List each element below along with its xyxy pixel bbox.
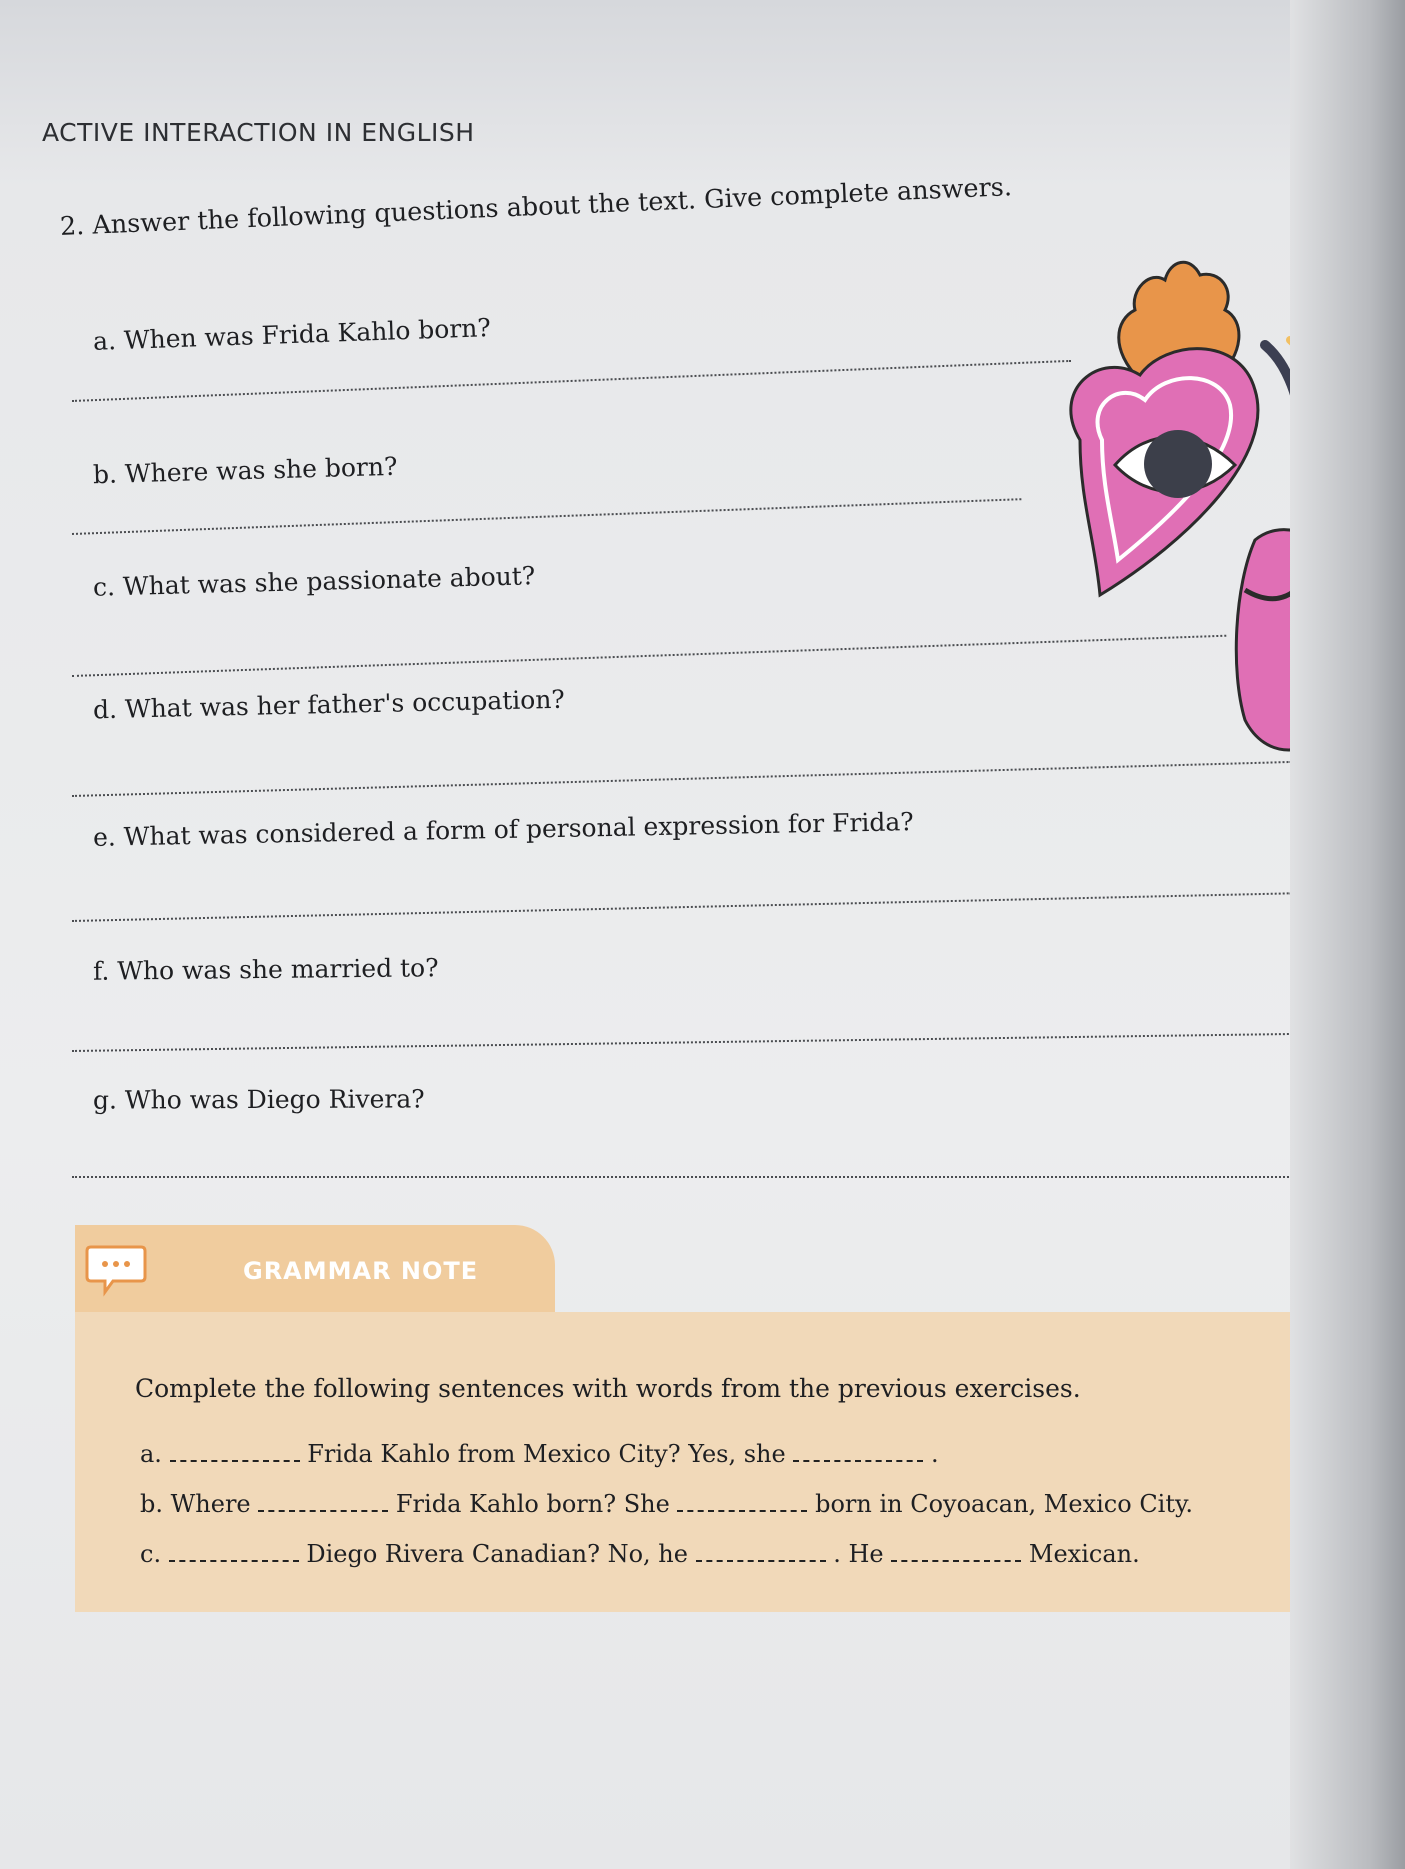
- answer-line-f[interactable]: [72, 1033, 1292, 1052]
- eye-pupil: [1144, 430, 1212, 498]
- question-b: b. Where was she born?: [92, 451, 398, 490]
- grammar-note-title: GRAMMAR NOTE: [243, 1257, 479, 1285]
- answer-line-a[interactable]: [72, 360, 1071, 402]
- blank-b2[interactable]: [677, 1510, 807, 1512]
- blank-a2[interactable]: [793, 1460, 923, 1462]
- sentence-b-part1: Frida Kahlo born? She: [395, 1490, 670, 1518]
- grammar-note-tab: [75, 1225, 555, 1313]
- sentence-c-part3: Mexican.: [1028, 1540, 1140, 1568]
- question-g: g. Who was Diego Rivera?: [92, 1084, 425, 1115]
- grammar-note-body: [75, 1312, 1315, 1612]
- exercise-instruction: 2. Answer the following questions about the text. Give complete answers.: [59, 172, 1013, 242]
- question-f: f. Who was she married to?: [92, 953, 439, 986]
- question-c: c. What was she passionate about?: [92, 561, 536, 602]
- sentence-b-part2: born in Coyoacan, Mexico City.: [815, 1490, 1193, 1518]
- question-d: d. What was her father's occupation?: [92, 684, 566, 725]
- answer-line-g[interactable]: [72, 1176, 1292, 1178]
- question-a: a. When was Frida Kahlo born?: [92, 313, 492, 356]
- blank-a1[interactable]: [170, 1460, 300, 1462]
- answer-line-b[interactable]: [72, 498, 1021, 535]
- sentence-a-label: a.: [140, 1440, 162, 1468]
- blank-b1[interactable]: [258, 1510, 388, 1512]
- sentence-c-label: c.: [140, 1540, 162, 1568]
- sentence-c: [140, 1540, 1140, 1568]
- sentence-a-end: .: [931, 1440, 939, 1468]
- sentence-c-part1: Diego Rivera Canadian? No, he: [306, 1540, 688, 1568]
- sentence-c-part2: . He: [833, 1540, 884, 1568]
- heart-eye-illustration: [1040, 240, 1330, 800]
- grammar-instruction: Complete the following sentences with words from the previous exercises.: [135, 1374, 1081, 1403]
- question-e: e. What was considered a form of personal expression for Frida?: [92, 807, 914, 852]
- blank-c2[interactable]: [696, 1560, 826, 1562]
- answer-line-e[interactable]: [72, 892, 1292, 922]
- blank-c3[interactable]: [891, 1560, 1021, 1562]
- page-edge-shadow: [1290, 0, 1405, 1869]
- speech-bubble-icon: [83, 1237, 149, 1297]
- sentence-a-part1: Frida Kahlo from Mexico City? Yes, she: [307, 1440, 786, 1468]
- sentence-b: [140, 1490, 1193, 1518]
- sentence-b-label: b. Where: [140, 1490, 251, 1518]
- page-header: ACTIVE INTERACTION IN ENGLISH: [42, 118, 475, 147]
- blank-c1[interactable]: [169, 1560, 299, 1562]
- sentence-a: [140, 1440, 939, 1468]
